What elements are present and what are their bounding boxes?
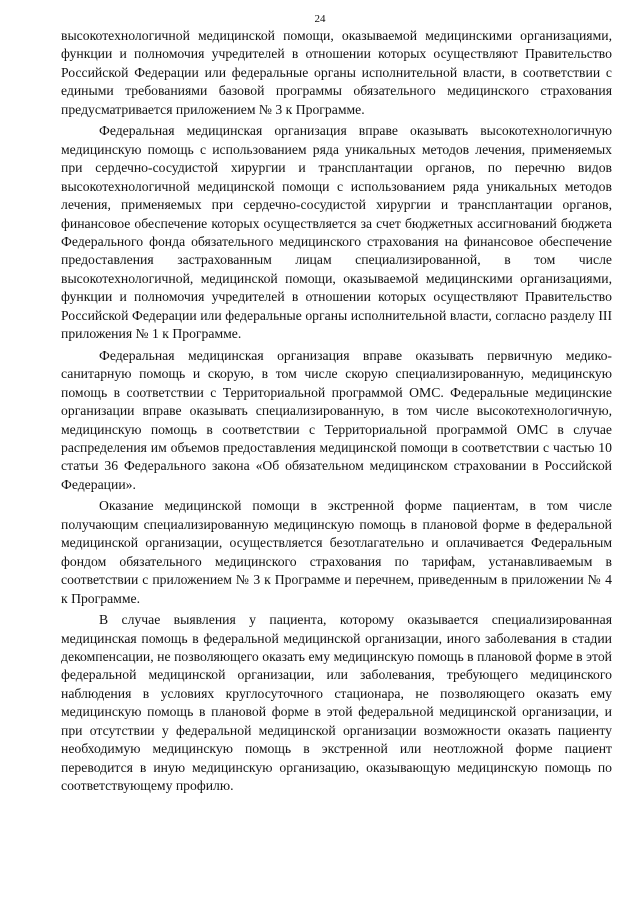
paragraph-emergency-care: Оказание медицинской помощи в экстренной форме пациентам, в том числе получающим специализированную медицинскую помощь в плановой форме в федеральной медицинской организации, осуществляется безотлагательно и оплачивается Федеральным фондом обязательного медицинского страхования по тарифам, устанавливаемым в соответствии с приложением № 3 к Программе и перечнем, приведенным в приложении № 4 к Программе.: [61, 498, 612, 606]
paragraph-patient-transfer: В случае выявления у пациента, которому оказывается специализированная медицинская помощь в федеральной медицинской организации, иного заболевания в стадии декомпенсации, не позволяющего оказать ему медицинскую помощь в плановой форме в этой федеральной медицинской организации, или заболевания, требующего медицинского наблюдения в условиях круглосуточного стационара, не позволяющего оказать ему медицинскую помощь в плановой форме в этой федеральной медицинской организации, и при отсутствии у федеральной медицинской организации возможности оказать пациенту необходимую медицинскую помощь в экстренной или неотложной форме пациент переводится в иную медицинскую организацию, оказывающую медицинскую помощь по соответствующему профилю.: [61, 612, 612, 794]
page-number: 24: [314, 13, 326, 25]
paragraph-federal-hitech: Федеральная медицинская организация вправе оказывать высокотехнологичную медицинскую помощь с использованием ряда уникальных методов лечения, применяемых при сердечно-сосудистой хирургии и трансплантации органов, по перечню видов высокотехнологичной медицинской помощи с использованием ряда уникальных методов лечения, применяемых при сердечно-сосудистой хирургии и трансплантации органов, финансовое обеспечение которых осуществляется за счет бюджетных ассигнований бюджета Федерального фонда обязательного медицинского страхования на финансовое обеспечение предоставления застрахованным лицам специализированной, в том числе высокотехнологичной, медицинской помощи, оказываемой медицинскими организациями, функции и полномочия учредителей в отношении которых осуществляют Правительство Российской Федерации или федеральные органы исполнительной власти, согласно разделу III приложения № 1 к Программе.: [61, 123, 612, 342]
paragraph-primary-care: Федеральная медицинская организация вправе оказывать первичную медико-санитарную помощь и скорую, в том числе скорую специализированную, медицинскую помощь в соответствии с Территориальной программой ОМС. Федеральные медицинские организации вправе оказывать специализированную, в том числе высокотехнологичную, медицинскую помощь в соответствии с Территориальной программой ОМС в случае распределения им объемов предоставления медицинской помощи в соответствии с частью 10 статьи 36 Федерального закона «Об обязательном медицинском страховании в Российской Федерации».: [61, 347, 612, 492]
paragraph-continuation: высокотехнологичной медицинской помощи, оказываемой медицинскими организациями, функции и полномочия учредителей в отношении которых осуществляют Правительство Российской Федерации или федеральные органы исполнительной власти, в соответствии с едиными требованиями базовой программы обязательного медицинского страхования предусматривается приложением № 3 к Программе.: [61, 28, 612, 117]
document-body: [61, 27, 612, 799]
